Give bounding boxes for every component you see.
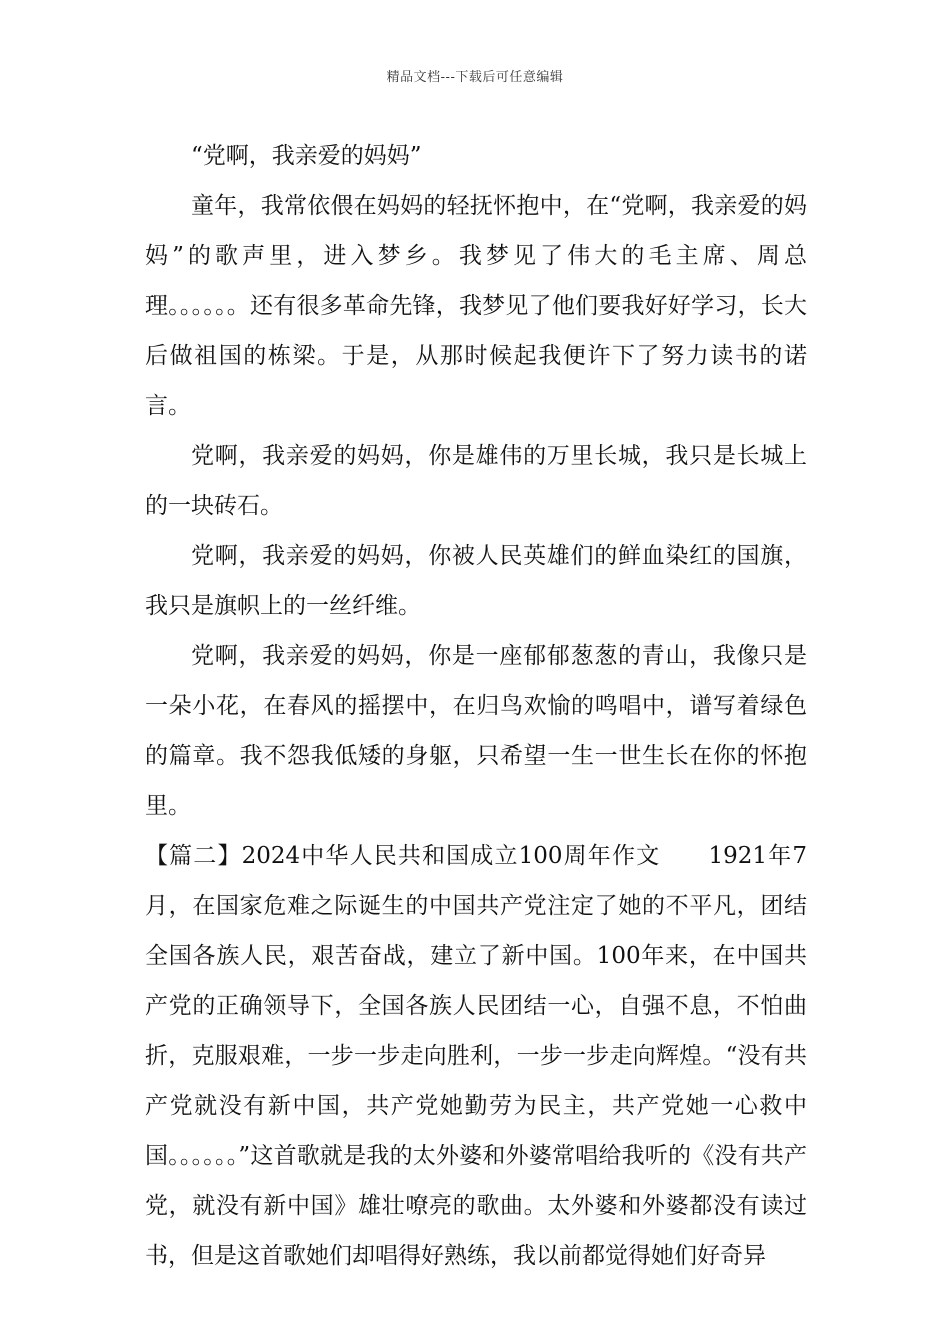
paragraph-part-two: 【篇二】2024中华人民共和国成立100周年作文 1921年7月，在国家危难之际诞生的中国共产党注定了她的不平凡，团结全国各族人民，艰苦奋战，建立了新中国。100年来，在中国共产党的正确领导下，全国各族人民团结一心，自强不息，不怕曲折，克服艰难，一步一步走向胜利，一步一步走向辉煌。“没有共产党就没有新中国，共产党她勤劳为民主，共产党她一心救中国。。。。。。”这首歌就是我的太外婆和外婆常唱给我听的《没有共产党，就没有新中国》雄壮嘹亮的歌曲。太外婆和外婆都没有读过书，但是这首歌她们却唱得好熟练，我以前都觉得她们好奇异 xyxy=(145,843,807,1269)
paragraph-great-wall: 党啊，我亲爱的妈妈，你是雄伟的万里长城，我只是长城上的一块砖石。 xyxy=(145,443,807,519)
paragraph-title-quote: “党啊，我亲爱的妈妈” xyxy=(191,143,422,169)
paragraph-flag: 党啊，我亲爱的妈妈，你被人民英雄们的鲜血染红的国旗，我只是旗帜上的一丝纤维。 xyxy=(145,543,807,619)
page-header: 精品文档---下载后可任意编辑 xyxy=(386,70,564,85)
document-body xyxy=(145,131,807,1281)
paragraph-mountain: 党啊，我亲爱的妈妈，你是一座郁郁葱葱的青山，我像只是一朵小花，在春风的摇摆中，在归鸟欢愉的鸣唱中，谱写着绿色的篇章。我不怨我低矮的身躯，只希望一生一世生长在你的怀抱里。 xyxy=(145,643,807,819)
paragraph-childhood: 童年，我常依偎在妈妈的轻抚怀抱中，在“党啊，我亲爱的妈妈”的歌声里，进入梦乡。我梦见了伟大的毛主席、周总理。。。。。。还有很多革命先锋，我梦见了他们要我好好学习，长大后做祖国的栋梁。于是，从那时候起我便许下了努力读书的诺言。 xyxy=(145,193,807,419)
